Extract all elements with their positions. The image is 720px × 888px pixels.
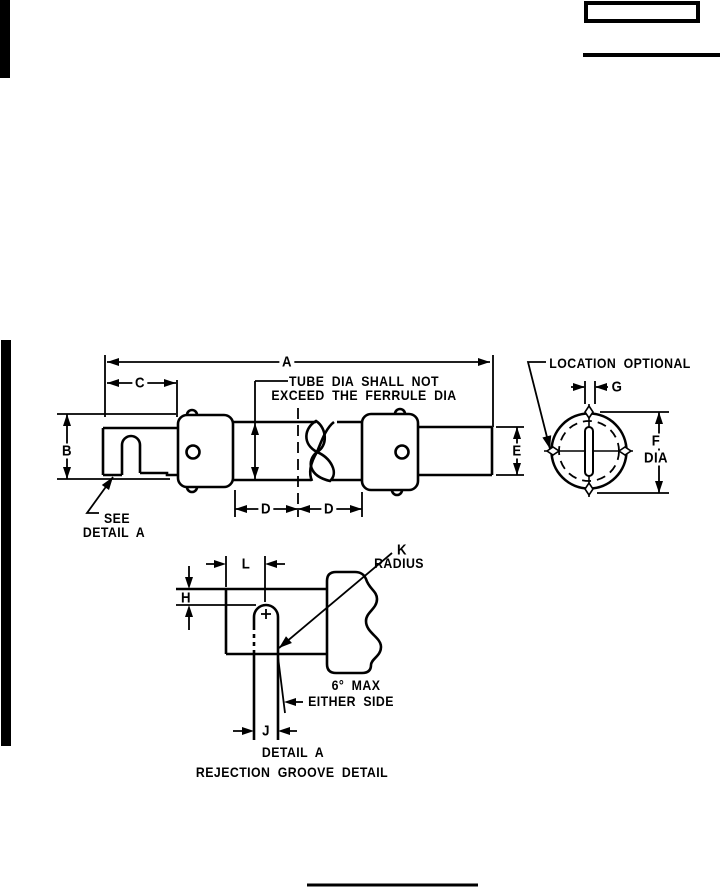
groove-center-mark [261, 609, 271, 619]
dim-c-label: C [132, 376, 147, 391]
dim-e-label: E [510, 444, 525, 459]
dim-f-label: F [649, 434, 663, 449]
location-optional-note: LOCATION OPTIONAL [549, 355, 691, 371]
binder-edge-marks [0, 0, 11, 746]
angle-note-line2: EITHER SIDE [308, 693, 394, 709]
see-detail-note-line2: DETAIL A [82, 524, 146, 540]
rejection-groove-caption: REJECTION GROOVE DETAIL [195, 764, 389, 780]
see-detail-note-line1: SEE [104, 510, 130, 526]
detail-a-arrowheads [185, 560, 296, 735]
end-view-dimension-lines [528, 362, 669, 493]
detail-a-caption: DETAIL A [261, 744, 325, 760]
title-block-box [583, 3, 720, 55]
angle-note-line1: 6° MAX [331, 677, 381, 693]
dim-b-label: B [59, 444, 74, 459]
dim-h-label: H [181, 589, 191, 607]
dim-j-label: J [262, 722, 270, 740]
dim-d-left-label: D [258, 502, 273, 517]
dim-d-right-label: D [321, 502, 336, 517]
dim-l-label: L [241, 555, 251, 573]
dim-a-label: A [279, 355, 294, 370]
tube-dia-note-line1: TUBE DIA SHALL NOT [289, 373, 439, 389]
tube-dia-note-line2: EXCEED THE FERRULE DIA [271, 387, 457, 403]
dim-f-dia-label: DIA [641, 451, 670, 466]
dim-k-radius-label: RADIUS [374, 555, 424, 571]
detail-a-object-lines [176, 572, 381, 740]
dim-g-label: G [611, 378, 623, 396]
dim-k-label: K [397, 541, 407, 559]
